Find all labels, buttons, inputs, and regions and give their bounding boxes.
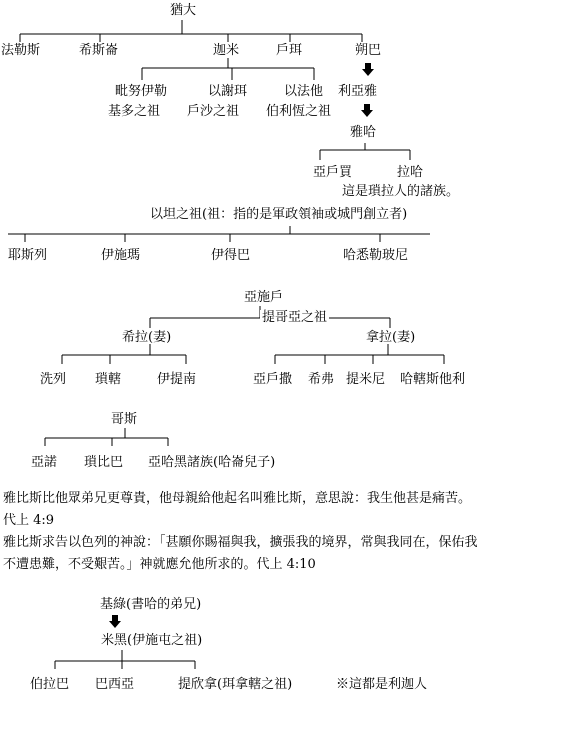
tree3-child: 洗列	[40, 372, 67, 387]
tree4-root: 哥斯	[111, 412, 138, 427]
tree5-child: 巴西亞	[95, 677, 135, 692]
tree1-child: 戶珥	[276, 43, 303, 58]
paragraph-line: 雅比斯比他眾弟兄更尊貴，他母親給他起名叫雅比斯，意思說：我生他甚是痛苦。	[3, 491, 472, 506]
tree2-root: 以坦之祖(祖：指的是軍政領袖或城門創立者)	[150, 207, 408, 222]
tree3-child: 哈轄斯他利	[400, 372, 466, 387]
tree2-child: 伊施瑪	[101, 248, 141, 263]
tree4-child: 亞諾	[31, 455, 58, 470]
tree5-root: 基綠(書哈的弟兄)	[100, 597, 202, 612]
tree2-child: 哈悉勒玻尼	[343, 248, 409, 263]
karmi-child: 以法他	[284, 84, 324, 99]
tree3-child: 伊提南	[157, 372, 197, 387]
tree5-son: 米黑(伊施屯之祖)	[101, 633, 203, 648]
tree3-child: 亞戶撒	[253, 372, 293, 387]
tree1-root: 猶大	[170, 3, 197, 18]
karmi-child-note: 戶沙之祖	[187, 104, 240, 119]
tree3-child: 瑣轄	[95, 372, 122, 387]
tree1-child: 法勒斯	[1, 43, 41, 58]
tree2-child: 伊得巴	[211, 248, 251, 263]
paragraph-line: 不遭患難，不受艱苦。」神就應允他所求的。代上 4:10	[3, 557, 316, 572]
tree1-child: 迦米	[213, 43, 240, 58]
tree5-note: ※這都是利迦人	[336, 677, 428, 692]
tree3-wife2: 拿拉(妻)	[366, 330, 416, 345]
tree5-child: 伯拉巴	[30, 677, 70, 692]
tree4-child: 亞哈黑諸族(哈崙兒子)	[148, 455, 276, 470]
tree1-child: 希斯崙	[79, 43, 119, 58]
tree1-note: 這是瑣拉人的諸族。	[342, 184, 460, 199]
paragraph-line: 代上 4:9	[3, 513, 55, 528]
reaiah: 利亞雅	[338, 84, 378, 99]
tree3-root: 亞施戶	[244, 290, 284, 305]
jahath-child: 亞戶買	[313, 165, 353, 180]
jahath: 雅哈	[350, 125, 377, 140]
karmi-child-note: 伯利恆之祖	[266, 104, 332, 119]
tree4-child: 瑣比巴	[84, 455, 124, 470]
tree3-subtitle: 提哥亞之祖	[262, 310, 328, 325]
tree2-child: 耶斯列	[8, 248, 48, 263]
karmi-child: 以謝珥	[208, 84, 248, 99]
down-arrow-icon	[361, 104, 373, 117]
tree3-child: 希弗	[308, 372, 335, 387]
tree3-child: 提米尼	[346, 372, 386, 387]
tree1-child: 朔巴	[355, 43, 382, 58]
karmi-child: 毗努伊勒	[115, 84, 168, 99]
down-arrow-icon	[362, 63, 374, 76]
jahath-child: 拉哈	[397, 165, 424, 180]
paragraph-line: 雅比斯求告以色列的神說：「甚願你賜福與我，擴張我的境界，常與我同在，保佑我	[3, 535, 478, 550]
tree5-child: 提欣拿(珥拿轄之祖)	[178, 677, 293, 692]
down-arrow-icon	[109, 615, 121, 628]
tree3-wife1: 希拉(妻)	[122, 330, 172, 345]
karmi-child-note: 基多之祖	[108, 104, 161, 119]
